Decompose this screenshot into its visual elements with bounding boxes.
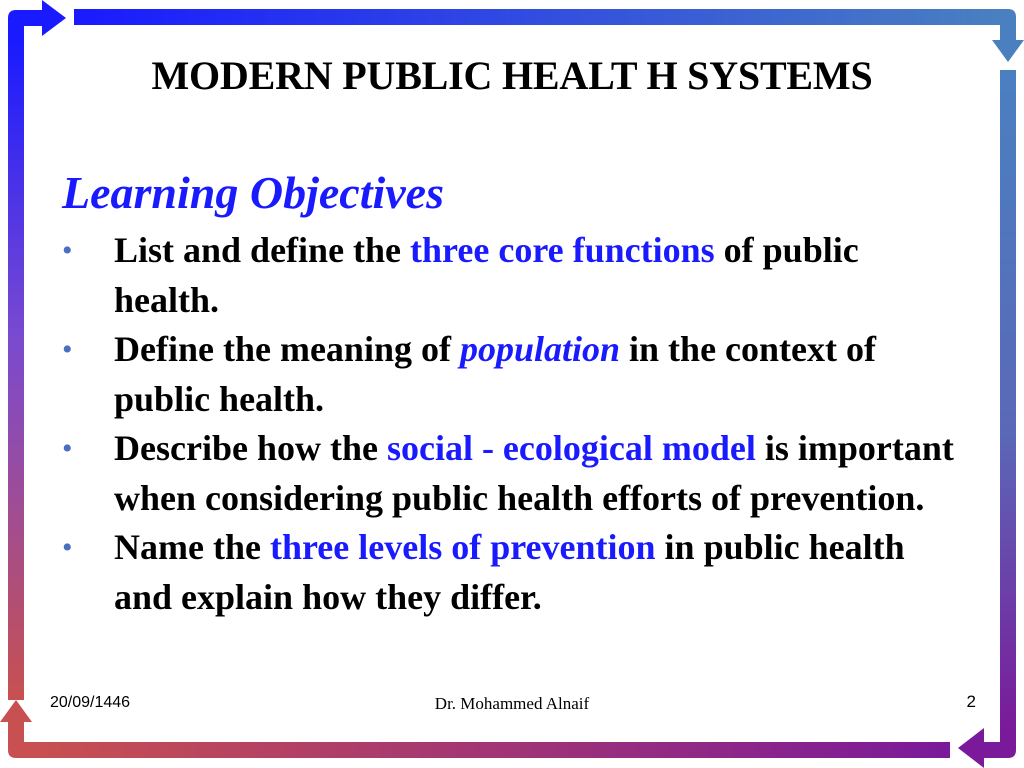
frame-right-bar <box>1000 70 1016 730</box>
frame-top-bar <box>74 9 1004 25</box>
objective-text: is important when considering public health efforts of prevention. <box>114 428 954 518</box>
objective-text: List and define the <box>114 230 411 270</box>
bullet-icon: • <box>62 432 73 465</box>
objective-item <box>62 226 962 325</box>
objective-text: in public health and explain how they differ. <box>114 527 905 617</box>
frame-bottom-bar <box>38 742 950 758</box>
frame-bottom-right-corner <box>984 728 1016 758</box>
objectives-list <box>62 226 962 622</box>
page-number: 2 <box>966 692 976 711</box>
frame-top-right-corner <box>992 9 1016 42</box>
objective-item <box>62 424 962 523</box>
top-left-arrow-icon <box>42 0 66 36</box>
objective-highlight: three levels of prevention <box>269 527 656 567</box>
bullet-icon: • <box>62 234 73 267</box>
learning-objectives-heading: Learning Objectives <box>62 167 444 218</box>
frame-bottom-left-corner <box>8 720 40 758</box>
slide-title: MODERN PUBLIC HEALT H SYSTEMS <box>151 53 873 98</box>
objective-item <box>62 523 962 622</box>
frame-top-left-corner <box>8 10 44 40</box>
objective-text: Define the meaning of <box>114 329 460 369</box>
bottom-right-arrow-icon <box>958 728 984 768</box>
footer-date: 20/09/1446 <box>50 694 131 711</box>
objective-text: Name the <box>114 527 270 567</box>
objective-text: of public health. <box>114 230 859 320</box>
objective-item <box>62 325 962 424</box>
objective-text: in the context of public health. <box>114 329 876 419</box>
frame-left-bar <box>8 40 24 700</box>
footer-author: Dr. Mohammed Alnaif <box>434 694 590 713</box>
bullet-icon: • <box>62 333 73 366</box>
objective-highlight: three core functions <box>410 230 715 270</box>
bullet-icon: • <box>62 531 73 564</box>
objective-highlight: population <box>459 329 621 369</box>
objective-highlight: social - ecological model <box>386 428 756 468</box>
objective-text: Describe how the <box>114 428 387 468</box>
